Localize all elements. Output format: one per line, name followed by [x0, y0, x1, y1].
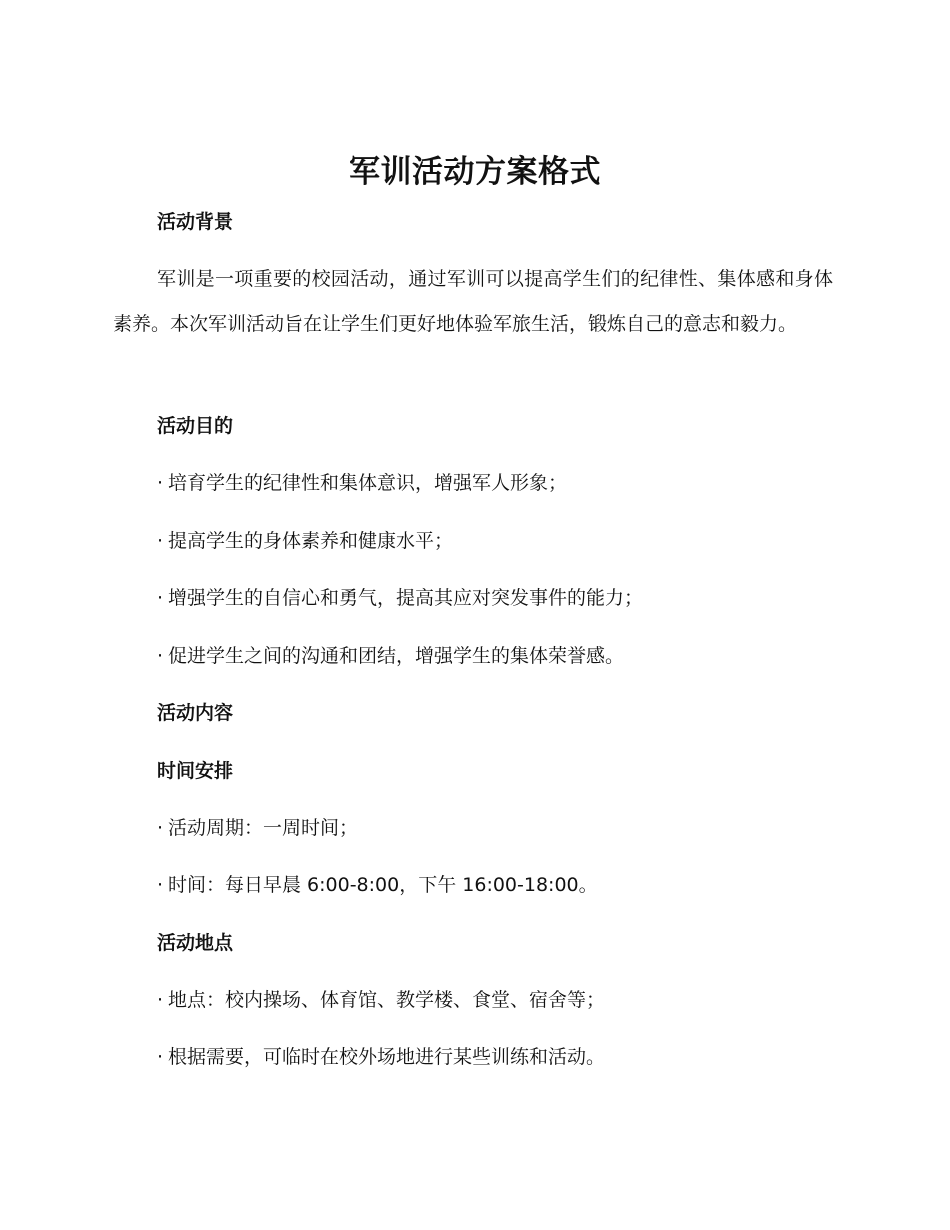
- purpose-item-text: 培育学生的纪律性和集体意识，增强军人形象；: [168, 472, 568, 494]
- purpose-item: [157, 584, 643, 612]
- purpose-item-text: 增强学生的自信心和勇气，提高其应对突发事件的能力；: [168, 587, 644, 609]
- location-item: [157, 986, 605, 1014]
- document-title: 军训活动方案格式: [349, 154, 601, 190]
- heading-background: 活动背景: [157, 211, 234, 233]
- purpose-item: [157, 469, 567, 497]
- purpose-item: [157, 642, 624, 670]
- location-item-text: 根据需要，可临时在校外场地进行某些训练和活动。: [168, 1046, 606, 1068]
- bullet-marker: ·: [157, 587, 164, 609]
- bullet-marker: ·: [157, 530, 164, 552]
- purpose-item-text: 提高学生的身体素养和健康水平；: [168, 530, 454, 552]
- location-item-text: 地点：校内操场、体育馆、教学楼、食堂、宿舍等；: [168, 989, 606, 1011]
- background-paragraph: 军训是一项重要的校园活动，通过军训可以提高学生们的纪律性、集体感和身体素养。本次军训活动旨在让学生们更好地体验军旅生活，锻炼自己的意志和毅力。: [113, 268, 833, 335]
- purpose-item-text: 促进学生之间的沟通和团结，增强学生的集体荣誉感。: [168, 645, 625, 667]
- bullet-marker: ·: [157, 874, 164, 896]
- bullet-marker: ·: [157, 817, 164, 839]
- bullet-marker: ·: [157, 472, 164, 494]
- schedule-item-text: 时间：每日早晨 6:00-8:00，下午 16:00-18:00。: [168, 874, 598, 896]
- schedule-item: [157, 871, 598, 899]
- bullet-marker: ·: [157, 645, 164, 667]
- location-item: [157, 1043, 605, 1071]
- heading-location: 活动地点: [157, 932, 234, 954]
- heading-content: 活动内容: [157, 702, 234, 724]
- bullet-marker: ·: [157, 989, 164, 1011]
- schedule-item: [157, 814, 358, 842]
- purpose-item: [157, 527, 453, 555]
- bullet-marker: ·: [157, 1046, 164, 1068]
- heading-purpose: 活动目的: [157, 415, 234, 437]
- schedule-item-text: 活动周期：一周时间；: [168, 817, 359, 839]
- heading-schedule: 时间安排: [157, 760, 234, 782]
